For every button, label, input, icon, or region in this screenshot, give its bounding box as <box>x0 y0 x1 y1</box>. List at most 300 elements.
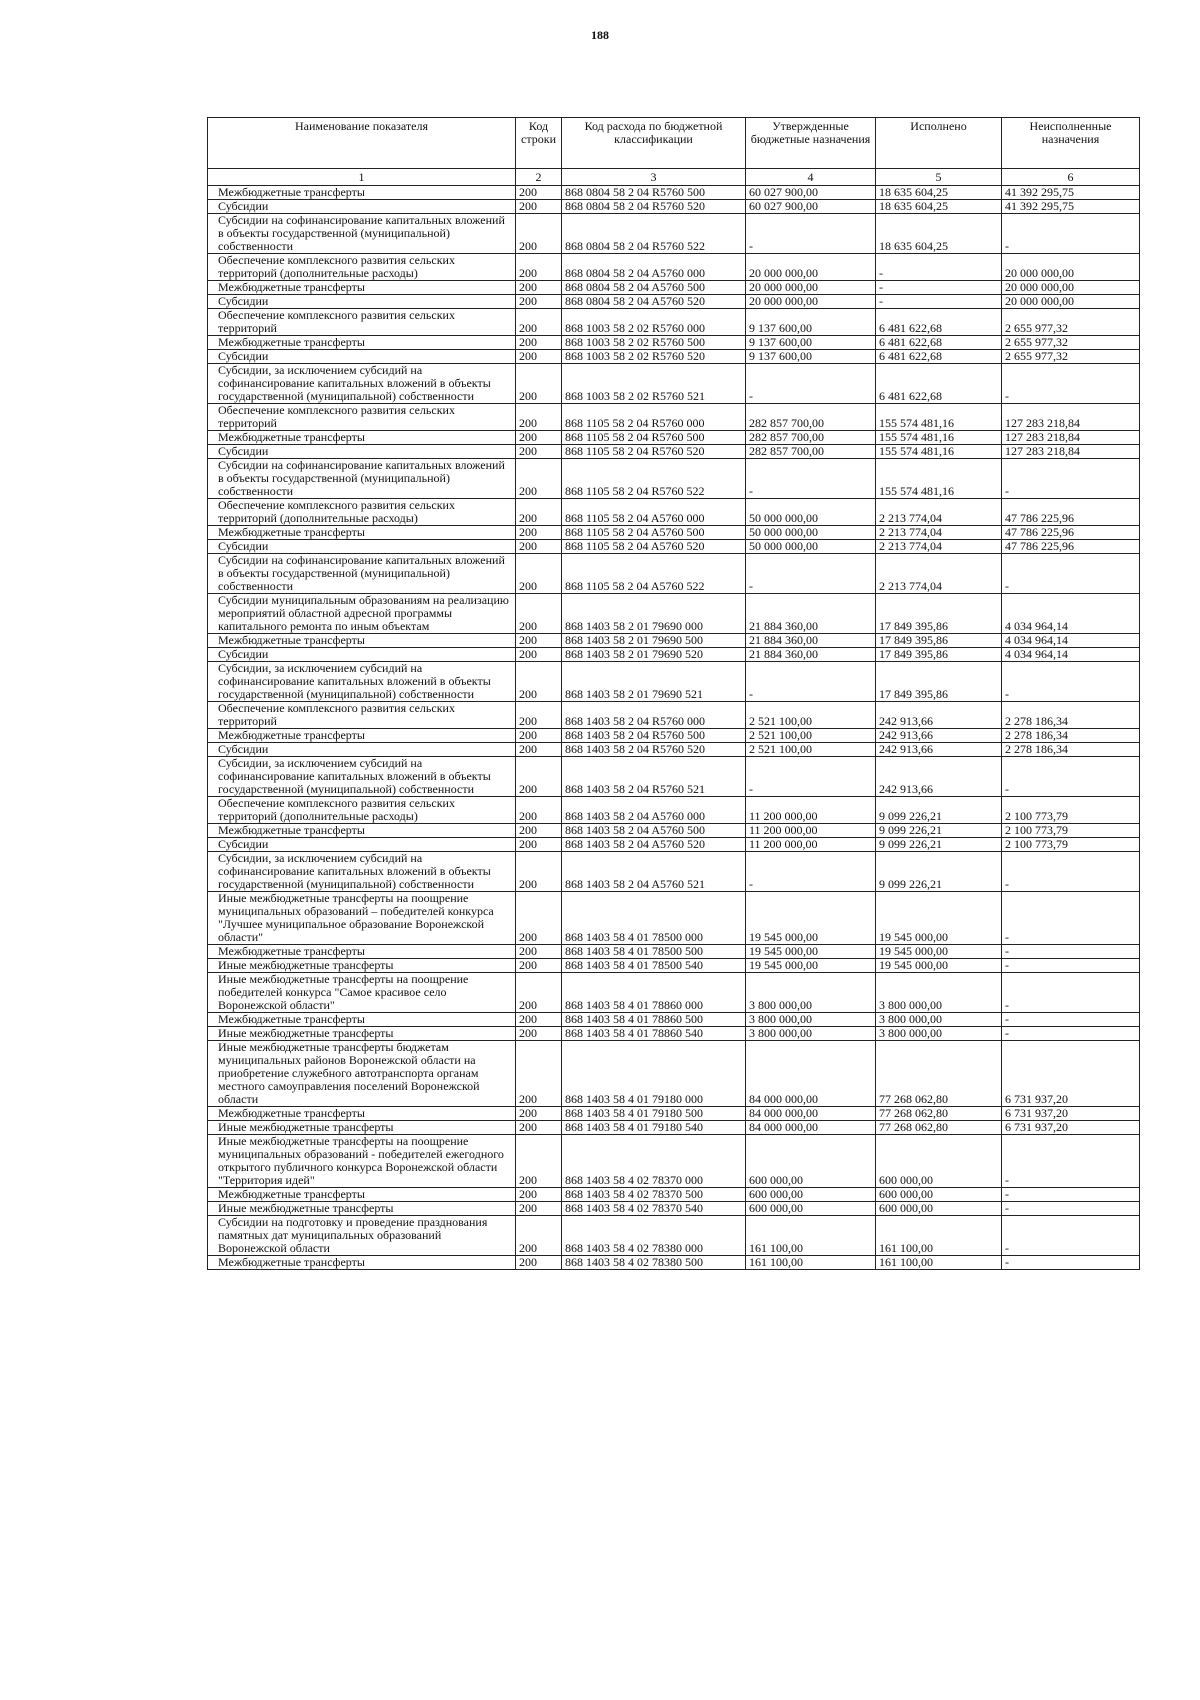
row-unexecuted: 2 655 977,32 <box>1002 350 1140 364</box>
row-line-code: 200 <box>516 404 562 431</box>
table-row <box>208 1135 1140 1188</box>
row-name: Субсидии, за исключением субсидий на софинансирование капитальных вложений в объекты государственной (муниципальной) собственности <box>208 364 516 404</box>
row-line-code: 200 <box>516 1041 562 1107</box>
row-expense-code: 868 1403 58 4 01 79180 500 <box>562 1107 746 1121</box>
row-approved: 60 027 900,00 <box>746 200 876 214</box>
table-row <box>208 186 1140 200</box>
row-unexecuted: - <box>1002 945 1140 959</box>
row-expense-code: 868 1403 58 4 01 78860 540 <box>562 1027 746 1041</box>
row-executed: 155 574 481,16 <box>876 445 1002 459</box>
row-unexecuted: - <box>1002 662 1140 702</box>
row-line-code: 200 <box>516 1202 562 1216</box>
row-unexecuted: 2 278 186,34 <box>1002 743 1140 757</box>
row-unexecuted: 2 278 186,34 <box>1002 729 1140 743</box>
row-expense-code: 868 1403 58 4 02 78370 540 <box>562 1202 746 1216</box>
row-line-code: 200 <box>516 743 562 757</box>
row-unexecuted: 2 655 977,32 <box>1002 336 1140 350</box>
row-approved: - <box>746 364 876 404</box>
row-unexecuted: 127 283 218,84 <box>1002 404 1140 431</box>
row-unexecuted: 127 283 218,84 <box>1002 431 1140 445</box>
row-line-code: 200 <box>516 729 562 743</box>
column-number-row <box>208 169 1140 186</box>
row-approved: 9 137 600,00 <box>746 309 876 336</box>
row-name: Межбюджетные трансферты <box>208 824 516 838</box>
row-executed: 3 800 000,00 <box>876 973 1002 1013</box>
row-unexecuted: - <box>1002 459 1140 499</box>
table-row <box>208 540 1140 554</box>
row-approved: - <box>746 554 876 594</box>
row-expense-code: 868 1403 58 2 04 A5760 520 <box>562 838 746 852</box>
row-line-code: 200 <box>516 336 562 350</box>
column-number: 2 <box>516 169 562 186</box>
row-executed: - <box>876 281 1002 295</box>
row-approved: 282 857 700,00 <box>746 431 876 445</box>
table-row <box>208 499 1140 526</box>
table-row <box>208 634 1140 648</box>
row-approved: 50 000 000,00 <box>746 526 876 540</box>
row-executed: 19 545 000,00 <box>876 892 1002 945</box>
row-executed: 9 099 226,21 <box>876 797 1002 824</box>
row-approved: 600 000,00 <box>746 1188 876 1202</box>
row-executed: 9 099 226,21 <box>876 824 1002 838</box>
row-name: Обеспечение комплексного развития сельских территорий <box>208 404 516 431</box>
row-expense-code: 868 0804 58 2 04 R5760 500 <box>562 186 746 200</box>
row-unexecuted: - <box>1002 892 1140 945</box>
row-expense-code: 868 1003 58 2 02 R5760 520 <box>562 350 746 364</box>
row-unexecuted: - <box>1002 959 1140 973</box>
row-line-code: 200 <box>516 254 562 281</box>
row-expense-code: 868 1403 58 2 04 A5760 000 <box>562 797 746 824</box>
row-expense-code: 868 1403 58 4 02 78370 000 <box>562 1135 746 1188</box>
row-approved: - <box>746 662 876 702</box>
row-line-code: 200 <box>516 1216 562 1256</box>
table-row <box>208 1041 1140 1107</box>
row-executed: 77 268 062,80 <box>876 1121 1002 1135</box>
table-row <box>208 594 1140 634</box>
row-executed: 2 213 774,04 <box>876 526 1002 540</box>
table-row <box>208 1256 1140 1270</box>
row-name: Межбюджетные трансферты <box>208 634 516 648</box>
row-expense-code: 868 0804 58 2 04 A5760 520 <box>562 295 746 309</box>
row-executed: 17 849 395,86 <box>876 594 1002 634</box>
row-approved: 50 000 000,00 <box>746 499 876 526</box>
row-unexecuted: 2 100 773,79 <box>1002 824 1140 838</box>
row-executed: 242 913,66 <box>876 729 1002 743</box>
row-name: Субсидии муниципальным образованиям на реализацию мероприятий областной адресной программы капитального ремонта по иным объектам <box>208 594 516 634</box>
row-executed: 2 213 774,04 <box>876 540 1002 554</box>
row-name: Субсидии <box>208 445 516 459</box>
row-expense-code: 868 1105 58 2 04 R5760 000 <box>562 404 746 431</box>
row-approved: 11 200 000,00 <box>746 797 876 824</box>
row-line-code: 200 <box>516 892 562 945</box>
row-expense-code: 868 1105 58 2 04 R5760 520 <box>562 445 746 459</box>
page-number: 188 <box>591 28 609 42</box>
row-approved: 21 884 360,00 <box>746 594 876 634</box>
row-unexecuted: 6 731 937,20 <box>1002 1121 1140 1135</box>
row-line-code: 200 <box>516 1027 562 1041</box>
row-unexecuted: 41 392 295,75 <box>1002 186 1140 200</box>
row-name: Иные межбюджетные трансферты <box>208 1121 516 1135</box>
header-expense-code: Код расхода по бюджетной классификации <box>562 118 746 169</box>
table-row <box>208 945 1140 959</box>
table-row <box>208 743 1140 757</box>
row-line-code: 200 <box>516 281 562 295</box>
table-row <box>208 1188 1140 1202</box>
row-line-code: 200 <box>516 959 562 973</box>
row-executed: 77 268 062,80 <box>876 1107 1002 1121</box>
row-approved: 84 000 000,00 <box>746 1121 876 1135</box>
table-row <box>208 526 1140 540</box>
row-expense-code: 868 1403 58 4 01 78500 540 <box>562 959 746 973</box>
table-row <box>208 309 1140 336</box>
column-number: 5 <box>876 169 1002 186</box>
header-executed: Исполнено <box>876 118 1002 169</box>
table-row <box>208 445 1140 459</box>
row-expense-code: 868 1105 58 2 04 R5760 500 <box>562 431 746 445</box>
row-unexecuted: 4 034 964,14 <box>1002 594 1140 634</box>
row-approved: 84 000 000,00 <box>746 1107 876 1121</box>
row-line-code: 200 <box>516 295 562 309</box>
row-executed: - <box>876 254 1002 281</box>
row-unexecuted: - <box>1002 1135 1140 1188</box>
table-body <box>208 186 1140 1270</box>
table-row <box>208 404 1140 431</box>
row-executed: 242 913,66 <box>876 757 1002 797</box>
row-line-code: 200 <box>516 1121 562 1135</box>
row-executed: 155 574 481,16 <box>876 404 1002 431</box>
row-executed: 6 481 622,68 <box>876 350 1002 364</box>
row-expense-code: 868 1003 58 2 02 R5760 521 <box>562 364 746 404</box>
row-unexecuted: 47 786 225,96 <box>1002 526 1140 540</box>
row-name: Субсидии <box>208 540 516 554</box>
row-executed: 17 849 395,86 <box>876 648 1002 662</box>
row-name: Субсидии <box>208 200 516 214</box>
column-number: 6 <box>1002 169 1140 186</box>
row-executed: 17 849 395,86 <box>876 634 1002 648</box>
header-name: Наименование показателя <box>208 118 516 169</box>
row-expense-code: 868 1105 58 2 04 R5760 522 <box>562 459 746 499</box>
row-name: Обеспечение комплексного развития сельских территорий <box>208 702 516 729</box>
row-approved: 161 100,00 <box>746 1256 876 1270</box>
row-approved: 2 521 100,00 <box>746 729 876 743</box>
table-row <box>208 852 1140 892</box>
row-executed: 600 000,00 <box>876 1188 1002 1202</box>
table-row <box>208 797 1140 824</box>
row-executed: 2 213 774,04 <box>876 499 1002 526</box>
row-expense-code: 868 1403 58 4 01 79180 540 <box>562 1121 746 1135</box>
row-line-code: 200 <box>516 945 562 959</box>
row-expense-code: 868 1403 58 2 04 R5760 500 <box>562 729 746 743</box>
table-row <box>208 350 1140 364</box>
table-row <box>208 959 1140 973</box>
row-unexecuted: 20 000 000,00 <box>1002 295 1140 309</box>
table-row <box>208 1013 1140 1027</box>
row-name: Субсидии <box>208 295 516 309</box>
row-name: Межбюджетные трансферты <box>208 1013 516 1027</box>
row-name: Иные межбюджетные трансферты бюджетам муниципальных районов Воронежской области на приобретение служебного автотранспорта органам местного самоуправления поселений Воронежской области <box>208 1041 516 1107</box>
row-line-code: 200 <box>516 1135 562 1188</box>
row-unexecuted: 2 655 977,32 <box>1002 309 1140 336</box>
row-approved: 19 545 000,00 <box>746 959 876 973</box>
header-unexecuted: Неисполненные назначения <box>1002 118 1140 169</box>
row-approved: 600 000,00 <box>746 1202 876 1216</box>
row-approved: 3 800 000,00 <box>746 1013 876 1027</box>
row-line-code: 200 <box>516 594 562 634</box>
row-unexecuted: - <box>1002 757 1140 797</box>
row-expense-code: 868 1105 58 2 04 A5760 000 <box>562 499 746 526</box>
row-expense-code: 868 1403 58 4 01 78860 500 <box>562 1013 746 1027</box>
table-row <box>208 1027 1140 1041</box>
row-line-code: 200 <box>516 1107 562 1121</box>
row-line-code: 200 <box>516 1013 562 1027</box>
table-row <box>208 973 1140 1013</box>
row-unexecuted: 41 392 295,75 <box>1002 200 1140 214</box>
row-name: Субсидии на софинансирование капитальных вложений в объекты государственной (муниципальной) собственности <box>208 459 516 499</box>
row-approved: 20 000 000,00 <box>746 254 876 281</box>
row-name: Межбюджетные трансферты <box>208 1107 516 1121</box>
row-unexecuted: 2 100 773,79 <box>1002 797 1140 824</box>
row-approved: - <box>746 459 876 499</box>
row-unexecuted: - <box>1002 1202 1140 1216</box>
row-line-code: 200 <box>516 797 562 824</box>
row-unexecuted: 47 786 225,96 <box>1002 540 1140 554</box>
row-name: Межбюджетные трансферты <box>208 526 516 540</box>
row-approved: 19 545 000,00 <box>746 892 876 945</box>
row-unexecuted: 47 786 225,96 <box>1002 499 1140 526</box>
row-line-code: 200 <box>516 634 562 648</box>
row-name: Межбюджетные трансферты <box>208 1188 516 1202</box>
row-expense-code: 868 1403 58 4 01 78860 000 <box>562 973 746 1013</box>
row-expense-code: 868 1403 58 2 04 A5760 521 <box>562 852 746 892</box>
row-executed: 155 574 481,16 <box>876 459 1002 499</box>
table-row <box>208 336 1140 350</box>
row-expense-code: 868 1403 58 2 01 79690 000 <box>562 594 746 634</box>
row-line-code: 200 <box>516 445 562 459</box>
row-approved: 20 000 000,00 <box>746 281 876 295</box>
row-approved: 11 200 000,00 <box>746 824 876 838</box>
row-expense-code: 868 1403 58 4 02 78370 500 <box>562 1188 746 1202</box>
row-executed: 2 213 774,04 <box>876 554 1002 594</box>
table-row <box>208 1107 1140 1121</box>
row-executed: 9 099 226,21 <box>876 852 1002 892</box>
row-unexecuted: - <box>1002 1216 1140 1256</box>
header-row <box>208 118 1140 169</box>
column-number: 1 <box>208 169 516 186</box>
row-executed: 6 481 622,68 <box>876 309 1002 336</box>
row-approved: 19 545 000,00 <box>746 945 876 959</box>
row-unexecuted: - <box>1002 364 1140 404</box>
row-executed: 600 000,00 <box>876 1135 1002 1188</box>
row-unexecuted: 4 034 964,14 <box>1002 648 1140 662</box>
row-name: Обеспечение комплексного развития сельских территорий (дополнительные расходы) <box>208 499 516 526</box>
row-executed: 6 481 622,68 <box>876 336 1002 350</box>
row-approved: 84 000 000,00 <box>746 1041 876 1107</box>
row-name: Субсидии, за исключением субсидий на софинансирование капитальных вложений в объекты государственной (муниципальной) собственности <box>208 757 516 797</box>
row-name: Межбюджетные трансферты <box>208 186 516 200</box>
row-unexecuted: - <box>1002 1013 1140 1027</box>
row-expense-code: 868 0804 58 2 04 R5760 522 <box>562 214 746 254</box>
table-row <box>208 200 1140 214</box>
column-number: 3 <box>562 169 746 186</box>
row-expense-code: 868 1403 58 2 01 79690 521 <box>562 662 746 702</box>
table-row <box>208 364 1140 404</box>
row-expense-code: 868 1403 58 4 02 78380 500 <box>562 1256 746 1270</box>
row-name: Обеспечение комплексного развития сельских территорий (дополнительные расходы) <box>208 797 516 824</box>
row-line-code: 200 <box>516 459 562 499</box>
table-row <box>208 892 1140 945</box>
row-name: Субсидии, за исключением субсидий на софинансирование капитальных вложений в объекты государственной (муниципальной) собственности <box>208 662 516 702</box>
row-line-code: 200 <box>516 662 562 702</box>
row-executed: 18 635 604,25 <box>876 214 1002 254</box>
row-approved: 21 884 360,00 <box>746 648 876 662</box>
row-expense-code: 868 1403 58 4 02 78380 000 <box>562 1216 746 1256</box>
row-line-code: 200 <box>516 309 562 336</box>
row-executed: 9 099 226,21 <box>876 838 1002 852</box>
row-name: Субсидии <box>208 743 516 757</box>
table-row <box>208 1121 1140 1135</box>
row-line-code: 200 <box>516 757 562 797</box>
row-line-code: 200 <box>516 973 562 1013</box>
row-expense-code: 868 1403 58 2 04 R5760 000 <box>562 702 746 729</box>
row-executed: 161 100,00 <box>876 1216 1002 1256</box>
row-executed: 3 800 000,00 <box>876 1027 1002 1041</box>
row-unexecuted: - <box>1002 214 1140 254</box>
row-executed: 155 574 481,16 <box>876 431 1002 445</box>
row-line-code: 200 <box>516 540 562 554</box>
row-unexecuted: - <box>1002 1256 1140 1270</box>
table-row <box>208 757 1140 797</box>
table-row <box>208 662 1140 702</box>
table-row <box>208 838 1140 852</box>
row-executed: 19 545 000,00 <box>876 945 1002 959</box>
row-expense-code: 868 1105 58 2 04 A5760 522 <box>562 554 746 594</box>
row-name: Субсидии <box>208 350 516 364</box>
row-line-code: 200 <box>516 526 562 540</box>
row-name: Иные межбюджетные трансферты на поощрение победителей конкурса "Самое красивое село Воронежской области" <box>208 973 516 1013</box>
row-line-code: 200 <box>516 852 562 892</box>
row-line-code: 200 <box>516 648 562 662</box>
row-executed: 17 849 395,86 <box>876 662 1002 702</box>
row-line-code: 200 <box>516 824 562 838</box>
row-expense-code: 868 1403 58 2 01 79690 500 <box>562 634 746 648</box>
row-line-code: 200 <box>516 186 562 200</box>
row-name: Обеспечение комплексного развития сельских территорий (дополнительные расходы) <box>208 254 516 281</box>
row-line-code: 200 <box>516 1188 562 1202</box>
table-row <box>208 729 1140 743</box>
header-line-code: Код строки <box>516 118 562 169</box>
row-line-code: 200 <box>516 554 562 594</box>
row-unexecuted: 20 000 000,00 <box>1002 281 1140 295</box>
table-row <box>208 431 1140 445</box>
row-name: Иные межбюджетные трансферты <box>208 1202 516 1216</box>
row-unexecuted: 6 731 937,20 <box>1002 1041 1140 1107</box>
row-expense-code: 868 1403 58 4 01 79180 000 <box>562 1041 746 1107</box>
budget-execution-table <box>207 117 1140 1270</box>
header-approved: Утвержденные бюджетные назначения <box>746 118 876 169</box>
row-executed: 18 635 604,25 <box>876 186 1002 200</box>
column-number: 4 <box>746 169 876 186</box>
row-executed: - <box>876 295 1002 309</box>
row-expense-code: 868 1403 58 2 04 R5760 520 <box>562 743 746 757</box>
row-approved: 2 521 100,00 <box>746 743 876 757</box>
row-unexecuted: 2 278 186,34 <box>1002 702 1140 729</box>
row-executed: 77 268 062,80 <box>876 1041 1002 1107</box>
row-expense-code: 868 1403 58 2 01 79690 520 <box>562 648 746 662</box>
table-row <box>208 1216 1140 1256</box>
row-line-code: 200 <box>516 499 562 526</box>
row-unexecuted: 4 034 964,14 <box>1002 634 1140 648</box>
row-expense-code: 868 1403 58 4 01 78500 000 <box>562 892 746 945</box>
row-name: Иные межбюджетные трансферты <box>208 959 516 973</box>
row-approved: 50 000 000,00 <box>746 540 876 554</box>
row-unexecuted: 2 100 773,79 <box>1002 838 1140 852</box>
row-name: Субсидии на подготовку и проведение празднования памятных дат муниципальных образований Воронежской области <box>208 1216 516 1256</box>
row-executed: 18 635 604,25 <box>876 200 1002 214</box>
row-name: Субсидии на софинансирование капитальных вложений в объекты государственной (муниципальной) собственности <box>208 214 516 254</box>
row-approved: 282 857 700,00 <box>746 445 876 459</box>
row-approved: - <box>746 852 876 892</box>
table-row <box>208 295 1140 309</box>
row-executed: 161 100,00 <box>876 1256 1002 1270</box>
row-approved: 9 137 600,00 <box>746 350 876 364</box>
table-row <box>208 648 1140 662</box>
row-expense-code: 868 1403 58 2 04 A5760 500 <box>562 824 746 838</box>
row-name: Межбюджетные трансферты <box>208 945 516 959</box>
table-row <box>208 824 1140 838</box>
row-executed: 19 545 000,00 <box>876 959 1002 973</box>
row-name: Иные межбюджетные трансферты на поощрение муниципальных образований – победителей конкурса "Лучшее муниципальное образование Воронежской области" <box>208 892 516 945</box>
row-approved: 3 800 000,00 <box>746 1027 876 1041</box>
row-expense-code: 868 1003 58 2 02 R5760 000 <box>562 309 746 336</box>
table-header <box>208 118 1140 186</box>
row-approved: - <box>746 214 876 254</box>
row-name: Иные межбюджетные трансферты на поощрение муниципальных образований - победителей ежегодного открытого публичного конкурса Воронежской области "Территория идей" <box>208 1135 516 1188</box>
row-name: Субсидии на софинансирование капитальных вложений в объекты государственной (муниципальной) собственности <box>208 554 516 594</box>
row-name: Межбюджетные трансферты <box>208 1256 516 1270</box>
row-unexecuted: - <box>1002 554 1140 594</box>
row-approved: 21 884 360,00 <box>746 634 876 648</box>
table-row <box>208 1202 1140 1216</box>
row-approved: 282 857 700,00 <box>746 404 876 431</box>
row-name: Межбюджетные трансферты <box>208 431 516 445</box>
row-unexecuted: - <box>1002 1027 1140 1041</box>
row-expense-code: 868 0804 58 2 04 R5760 520 <box>562 200 746 214</box>
row-name: Субсидии, за исключением субсидий на софинансирование капитальных вложений в объекты государственной (муниципальной) собственности <box>208 852 516 892</box>
row-line-code: 200 <box>516 431 562 445</box>
row-unexecuted: - <box>1002 852 1140 892</box>
row-line-code: 200 <box>516 702 562 729</box>
row-approved: 9 137 600,00 <box>746 336 876 350</box>
row-executed: 6 481 622,68 <box>876 364 1002 404</box>
row-name: Субсидии <box>208 648 516 662</box>
row-name: Межбюджетные трансферты <box>208 336 516 350</box>
row-name: Обеспечение комплексного развития сельских территорий <box>208 309 516 336</box>
row-name: Межбюджетные трансферты <box>208 281 516 295</box>
row-expense-code: 868 0804 58 2 04 A5760 500 <box>562 281 746 295</box>
row-expense-code: 868 1105 58 2 04 A5760 520 <box>562 540 746 554</box>
row-unexecuted: 127 283 218,84 <box>1002 445 1140 459</box>
row-expense-code: 868 1105 58 2 04 A5760 500 <box>562 526 746 540</box>
row-executed: 242 913,66 <box>876 743 1002 757</box>
row-approved: 2 521 100,00 <box>746 702 876 729</box>
row-line-code: 200 <box>516 214 562 254</box>
row-executed: 3 800 000,00 <box>876 1013 1002 1027</box>
table-row <box>208 214 1140 254</box>
row-approved: 20 000 000,00 <box>746 295 876 309</box>
row-name: Субсидии <box>208 838 516 852</box>
row-unexecuted: 6 731 937,20 <box>1002 1107 1140 1121</box>
row-line-code: 200 <box>516 350 562 364</box>
